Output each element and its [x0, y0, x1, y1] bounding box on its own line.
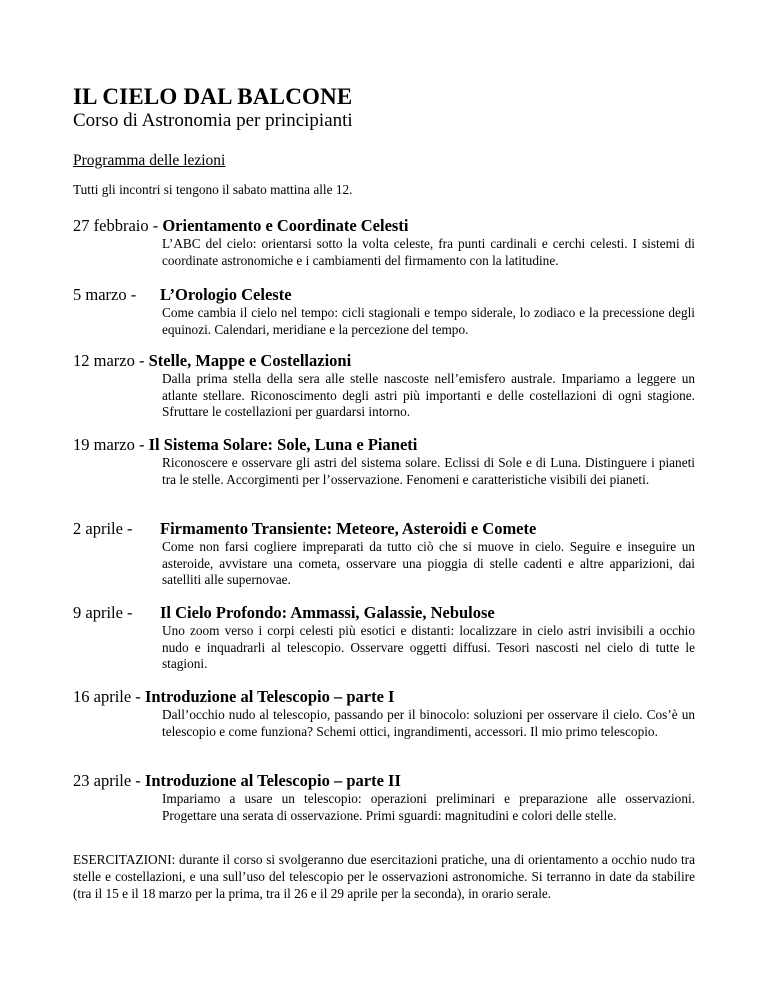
lesson-7	[73, 686, 695, 740]
lesson-description: Dalla prima stella della sera alle stelle nascoste nell’emisfero australe. Impariamo a leggere un atlante stellare. Riconoscimento degli astri più importanti e delle costellazioni di ogni stagione. Sfruttare le costellazioni per guardarsi intorno.	[162, 371, 695, 419]
lesson-description: Uno zoom verso i corpi celesti più esotici e distanti: localizzare in cielo astri invisibili a occhio nudo e inquadrarli al telescopio. Osservare oggetti diffusi. Tesori nascosti nel cielo di tutte le stagioni.	[162, 623, 695, 671]
lesson-1	[73, 215, 695, 269]
lesson-title: Firmamento Transiente: Meteore, Asteroidi e Comete	[160, 519, 537, 538]
lesson-date: 12 marzo -	[73, 351, 145, 370]
lesson-3	[73, 350, 695, 421]
lesson-description: L’ABC del cielo: orientarsi sotto la volta celeste, fra punti cardinali e cerchi celesti. I sistemi di coordinate astronomiche e i cambiamenti del firmamento con la latitudine.	[162, 236, 695, 268]
lesson-title: Il Sistema Solare: Sole, Luna e Pianeti	[148, 435, 418, 454]
lesson-description: Impariamo a usare un telescopio: operazioni preliminari e preparazione alle osservazioni. Progettare una serata di osservazione. Primi sguardi: magnitudini e colori delle stelle.	[162, 791, 695, 823]
page-title: IL CIELO DAL BALCONE	[73, 84, 353, 109]
lesson-title: Introduzione al Telescopio – parte II	[144, 771, 401, 790]
lesson-title: Orientamento e Coordinate Celesti	[162, 216, 409, 235]
lesson-header	[73, 284, 695, 305]
lesson-header	[73, 434, 695, 455]
lesson-title: Introduzione al Telescopio – parte I	[144, 687, 395, 706]
lesson-description: Riconoscere e osservare gli astri del sistema solare. Eclissi di Sole e di Luna. Distinguere i pianeti tra le stelle. Accorgimenti per l’osservazione. Fenomeni e caratteristiche visibili dei pianeti.	[162, 455, 695, 487]
lesson-description: Come cambia il cielo nel tempo: cicli stagionali e tempo siderale, lo zodiaco e la precessione degli equinozi. Calendari, meridiane e la percezione del tempo.	[162, 305, 695, 337]
lesson-header	[73, 350, 695, 371]
program-heading: Programma delle lezioni	[73, 152, 226, 169]
lesson-header	[73, 518, 695, 539]
lesson-date: 16 aprile -	[73, 687, 141, 706]
lesson-header	[73, 602, 695, 623]
lesson-5	[73, 518, 695, 589]
lesson-4	[73, 434, 695, 488]
lesson-date: 5 marzo -	[73, 285, 137, 304]
lesson-title: Il Cielo Profondo: Ammassi, Galassie, Nebulose	[160, 603, 495, 622]
lesson-date: 19 marzo -	[73, 435, 145, 454]
lesson-description: Come non farsi cogliere impreparati da tutto ciò che si muove in cielo. Seguire e inseguire un asteroide, avvistare una cometa, osservare una pioggia di stelle cadenti e altre apparizioni, dai satelliti alle supernovae.	[162, 539, 695, 587]
lesson-date: 27 febbraio -	[73, 216, 159, 235]
lesson-title: Stelle, Mappe e Costellazioni	[148, 351, 352, 370]
lesson-header	[73, 770, 695, 791]
lesson-date: 9 aprile -	[73, 603, 133, 622]
lesson-date: 2 aprile -	[73, 519, 133, 538]
exercises-paragraph: ESERCITAZIONI: durante il corso si svolgeranno due esercitazioni pratiche, una di orientamento a occhio nudo tra stelle e costellazioni, e una sull’uso del telescopio per le osservazioni astronomiche. Si terranno in date da stabilire (tra il 15 e il 18 marzo per la prima, tra il 26 e il 29 aprile per la seconda), in orario serale.	[73, 852, 695, 901]
lesson-2	[73, 284, 695, 338]
lesson-title: L’Orologio Celeste	[160, 285, 292, 304]
lesson-8	[73, 770, 695, 824]
lesson-description: Dall’occhio nudo al telescopio, passando per il binocolo: soluzioni per osservare il cielo. Cos’è un telescopio e come funziona? Schemi ottici, ingrandimenti, accessori. Il mio primo telescopio.	[162, 707, 695, 739]
lesson-6	[73, 602, 695, 673]
page-subtitle: Corso di Astronomia per principianti	[73, 110, 353, 131]
lesson-header	[73, 215, 695, 236]
lesson-date: 23 aprile -	[73, 771, 141, 790]
intro-text: Tutti gli incontri si tengono il sabato mattina alle 12.	[73, 182, 353, 197]
lesson-header	[73, 686, 695, 707]
